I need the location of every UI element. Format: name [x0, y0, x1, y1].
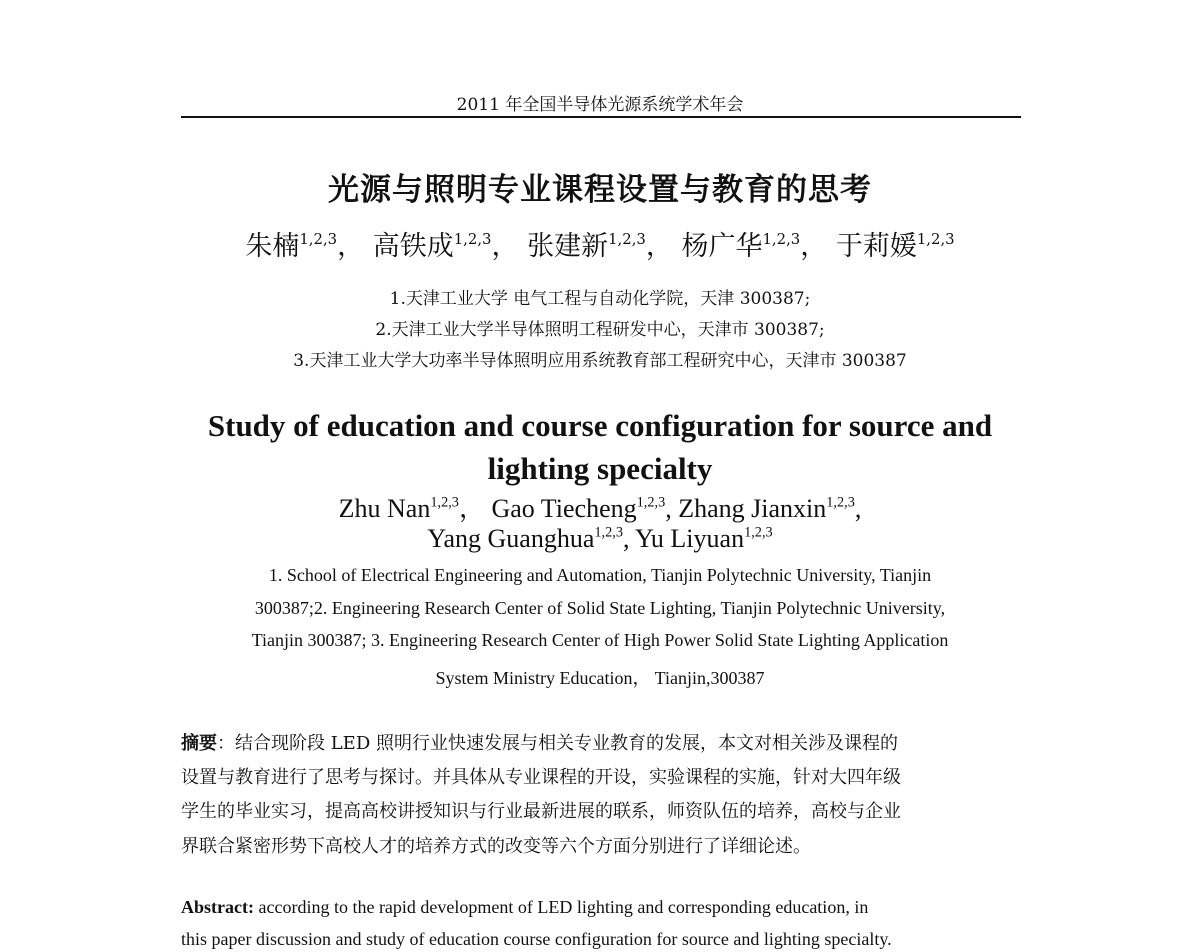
en-abstract-line-1	[181, 897, 868, 918]
cn-author-sep: ，	[337, 231, 365, 262]
cn-author-sep: ，	[491, 231, 519, 262]
en-author-affil-sup: 1,2,3	[744, 524, 773, 541]
cn-author-name: 高铁成	[372, 231, 454, 262]
en-abstract-line-2: this paper discussion and study of education course configuration for source and lighting specialty.	[181, 929, 892, 949]
en-author-line-1: Zhu Nan$^{1,2,3}$， Gao Tiecheng$^{1,2,3}$, Zhang Jianxin$^{1,2,3}$,	[338, 494, 862, 523]
cn-abstract-line-2: 设置与教育进行了思考与探讨。并具体从专业课程的开设，实验课程的实施，针对大四年级	[181, 767, 901, 788]
cn-abstract-line-3: 学生的毕业实习，提高高校讲授知识与行业最新进展的联系，师资队伍的培养，高校与企业	[181, 801, 901, 822]
en-affiliation-line-3: Tianjin 300387; 3. Engineering Research Center of High Power Solid State Lighting Application	[251, 630, 949, 650]
cn-author-affil-sup: 1,2,3	[762, 229, 801, 248]
en-author-name: Yu Liyuan	[635, 524, 745, 553]
en-author-affil-sup: 1,2,3	[594, 524, 623, 541]
en-title-line-2: lighting specialty	[487, 451, 713, 486]
en-author-name: Zhu Nan	[338, 494, 431, 523]
cn-author-name: 于莉媛	[835, 231, 917, 262]
header-rule	[181, 116, 1021, 118]
cn-author-affil-sup: 1,2,3	[299, 229, 338, 248]
cn-affiliation-2: 2.天津工业大学半导体照明工程研发中心，天津市 300387;	[375, 320, 825, 340]
cn-author-list	[0, 224, 1200, 263]
en-author-affil-sup: 1,2,3	[826, 494, 855, 511]
cn-author-sep: ，	[645, 231, 673, 262]
en-author-name: Yang Guanghua	[427, 524, 595, 553]
cn-abstract-label: 摘要	[181, 733, 217, 754]
cn-affiliation-1: 1.天津工业大学 电气工程与自动化学院，天津 300387;	[389, 289, 811, 309]
cn-affiliation-3: 3.天津工业大学大功率半导体照明应用系统教育部工程研究中心，天津市 300387	[293, 351, 907, 371]
cn-author-affil-sup: 1,2,3	[608, 229, 646, 248]
cn-author-name: 杨广华	[681, 231, 763, 262]
en-title-line-1: Study of education and course configuration for source and	[207, 408, 993, 443]
en-author-affil-sup: 1,2,3	[430, 494, 459, 511]
en-affiliation-line-1: 1. School of Electrical Engineering and Automation, Tianjin Polytechnic University, Tianjin	[268, 565, 932, 585]
cn-abstract-line-4: 界联合紧密形势下高校人才的培养方式的改变等六个方面分别进行了详细论述。	[181, 836, 811, 857]
cn-author-affil-sup: 1,2,3	[453, 229, 492, 248]
en-author-line-2: Yang Guanghua$^{1,2,3}$, Yu Liyuan$^{1,2,3}$	[427, 524, 773, 553]
running-header: 2011 年全国半导体光源系统学术年会	[456, 95, 744, 115]
cn-author-name: 朱楠	[245, 231, 300, 262]
en-author-affil-sup: 1,2,3	[636, 494, 666, 511]
cn-title: 光源与照明专业课程设置与教育的思考	[328, 172, 872, 208]
en-author-name: Gao Tiecheng	[491, 494, 637, 523]
en-affiliation-line-2: 300387;2. Engineering Research Center of Solid State Lighting, Tianjin Polytechnic University,	[254, 598, 946, 618]
cn-author-sep: ，	[800, 231, 828, 262]
en-author-name: Zhang Jianxin	[678, 494, 827, 523]
cn-abstract-line-1	[181, 729, 898, 755]
cn-author-affil-sup: 1,2,3	[916, 229, 955, 248]
en-affiliation-line-4: System Ministry Education， Tianjin,300387	[435, 668, 765, 688]
en-abstract-label: Abstract:	[181, 897, 254, 917]
cn-author-name: 张建新	[527, 231, 609, 262]
cn-abstract-text: ：结合现阶段 LED 照明行业快速发展与相关专业教育的发展，本文对相关涉及课程的	[217, 733, 898, 754]
en-abstract-text: according to the rapid development of LED lighting and corresponding education, in	[253, 897, 869, 917]
